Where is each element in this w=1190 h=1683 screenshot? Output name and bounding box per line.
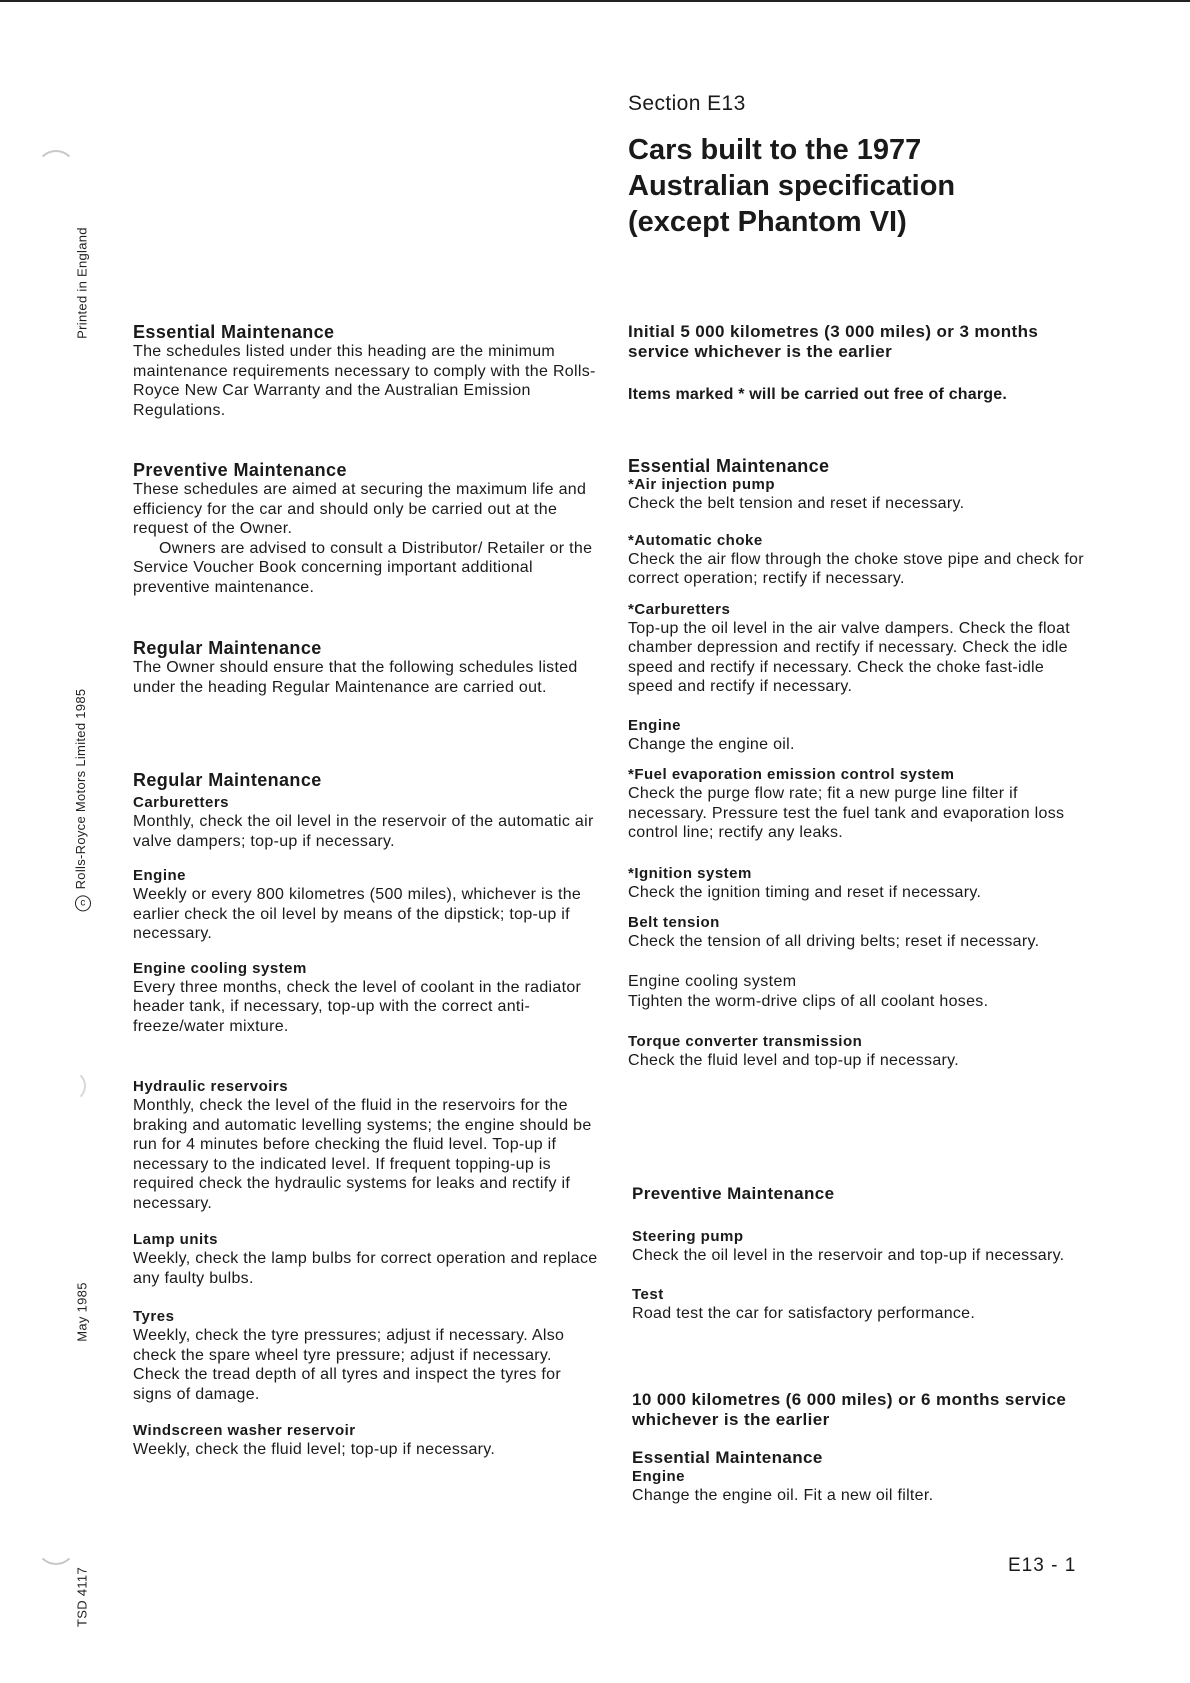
title-line-2: Australian specification bbox=[628, 170, 956, 202]
copyright-holder: Rolls-Royce Motors Limited 1985 bbox=[73, 688, 88, 890]
regular-maintenance-intro-text: The Owner should ensure that the following schedules listed under the heading Regular Maintenance are carried out. bbox=[133, 659, 578, 696]
page-number: E13 - 1 bbox=[1008, 1555, 1077, 1576]
10000-km-engine-text: Change the engine oil. Fit a new oil filter. bbox=[632, 1487, 934, 1504]
right-preventive-block bbox=[632, 1184, 1092, 1323]
belt-tension-text: Check the tension of all driving belts; reset if necessary. bbox=[628, 933, 1040, 950]
page-title bbox=[628, 132, 1148, 240]
hydraulic-reservoirs-heading: Hydraulic reservoirs bbox=[133, 1078, 289, 1095]
right-initial-block bbox=[628, 322, 1088, 404]
windscreen-washer-text: Weekly, check the fluid level; top-up if necessary. bbox=[133, 1441, 496, 1458]
fuel-evaporation-heading: *Fuel evaporation emission control system bbox=[628, 766, 955, 783]
engine-heading: Engine bbox=[133, 867, 187, 884]
10000-km-engine-heading: Engine bbox=[632, 1468, 686, 1485]
right-essential-block bbox=[628, 456, 1088, 1071]
essential-maintenance-heading: Essential Maintenance bbox=[133, 322, 335, 342]
date-text: May 1985 bbox=[74, 1282, 90, 1342]
right-engine-cooling-heading: Engine cooling system bbox=[628, 972, 797, 990]
document-reference: TSD 4117 bbox=[74, 1567, 90, 1627]
copyright-icon: c bbox=[75, 895, 91, 911]
steering-pump-heading: Steering pump bbox=[632, 1228, 744, 1245]
right-essential-heading: Essential Maintenance bbox=[628, 456, 830, 476]
right-preventive-heading: Preventive Maintenance bbox=[632, 1184, 835, 1203]
test-heading: Test bbox=[632, 1285, 664, 1303]
torque-converter-heading: Torque converter transmission bbox=[628, 1033, 863, 1050]
printed-in-england-text: Printed in England bbox=[74, 227, 90, 339]
fuel-evaporation-text: Check the purge flow rate; fit a new purge line filter if necessary. Pressure test the fuel tank and evaporation loss control line; rectify any leaks. bbox=[628, 785, 1065, 841]
preventive-maintenance-advice: Owners are advised to consult a Distributor/ Retailer or the Service Voucher Book concerning important additional preventive maintenance. bbox=[133, 539, 593, 596]
left-regular-intro-block bbox=[133, 638, 603, 697]
essential-maintenance-text: The schedules listed under this heading are the minimum maintenance requirements necessary to comply with the Rolls-Royce New Car Warranty and the Australian Emission Regulations. bbox=[133, 343, 596, 419]
steering-pump-text: Check the oil level in the reservoir and top-up if necessary. bbox=[632, 1247, 1065, 1264]
preventive-maintenance-text: These schedules are aimed at securing the maximum life and efficiency for the car and should only be carried out at the request of the Owner. bbox=[133, 481, 587, 537]
engine-cooling-heading: Engine cooling system bbox=[133, 959, 307, 977]
top-border-line bbox=[0, 0, 1190, 2]
windscreen-washer-heading: Windscreen washer reservoir bbox=[133, 1422, 356, 1439]
regular-maintenance-intro-heading: Regular Maintenance bbox=[133, 638, 322, 658]
free-of-charge-note: Items marked * will be carried out free of charge. bbox=[628, 386, 1008, 403]
right-10k-block bbox=[632, 1390, 1092, 1506]
carburetters-heading: Carburetters bbox=[133, 794, 230, 811]
tyres-heading: Tyres bbox=[133, 1308, 175, 1325]
lamp-units-heading: Lamp units bbox=[133, 1231, 219, 1248]
belt-tension-heading: Belt tension bbox=[628, 914, 720, 931]
test-text: Road test the car for satisfactory performance. bbox=[632, 1304, 976, 1322]
initial-service-heading: Initial 5 000 kilometres (3 000 miles) or 3 months service whichever is the earlier bbox=[628, 322, 1039, 361]
10000-km-essential-heading: Essential Maintenance bbox=[632, 1448, 823, 1467]
right-carburetters-heading: *Carburetters bbox=[628, 600, 731, 618]
left-essential-block bbox=[133, 322, 603, 420]
left-preventive-block bbox=[133, 460, 603, 597]
engine-cooling-text: Every three months, check the level of coolant in the radiator header tank, if necessary, top-up with the correct anti-freeze/water mixture. bbox=[133, 978, 582, 1035]
lamp-units-text: Weekly, check the lamp bulbs for correct operation and replace any faulty bulbs. bbox=[133, 1250, 598, 1287]
10000-km-service-heading: 10 000 kilometres (6 000 miles) or 6 months service whichever is the earlier bbox=[632, 1390, 1067, 1429]
air-injection-text: Check the belt tension and reset if necessary. bbox=[628, 495, 965, 512]
torque-converter-text: Check the fluid level and top-up if necessary. bbox=[628, 1052, 960, 1069]
regular-maintenance-heading: Regular Maintenance bbox=[133, 770, 322, 790]
automatic-choke-heading: *Automatic choke bbox=[628, 531, 763, 549]
ignition-system-heading: *Ignition system bbox=[628, 864, 752, 882]
title-line-3: (except Phantom VI) bbox=[628, 206, 907, 238]
ignition-system-text: Check the ignition timing and reset if necessary. bbox=[628, 883, 982, 901]
engine-text: Weekly or every 800 kilometres (500 miles), whichever is the earlier check the oil level by means of the dipstick; top-up if necessary. bbox=[133, 886, 582, 942]
punch-hole-mark-bottom bbox=[36, 1525, 76, 1565]
right-engine-text: Change the engine oil. bbox=[628, 735, 795, 753]
left-hydraulic-block bbox=[133, 1078, 603, 1460]
punch-hole-mark-top bbox=[36, 150, 76, 190]
right-engine-cooling-text: Tighten the worm-drive clips of all coolant hoses. bbox=[628, 992, 989, 1010]
punch-hole-mark-middle bbox=[54, 1070, 86, 1102]
preventive-maintenance-heading: Preventive Maintenance bbox=[133, 460, 347, 480]
section-label: Section E13 bbox=[628, 92, 746, 115]
automatic-choke-text: Check the air flow through the choke stove pipe and check for correct operation; rectify if necessary. bbox=[628, 550, 1084, 587]
hydraulic-reservoirs-text: Monthly, check the level of the fluid in the reservoirs for the braking and automatic levelling systems; the engine should be run for 4 minutes before checking the fluid level. Top-up if necessary to the indicated level. If frequent topping-up is required check the hydraulic systems for leaks and rectify if necessary. bbox=[133, 1097, 592, 1212]
left-regular-block bbox=[133, 770, 603, 1036]
air-injection-heading: *Air injection pump bbox=[628, 476, 776, 493]
carburetters-text: Monthly, check the oil level in the reservoir of the automatic air valve dampers; top-up if necessary. bbox=[133, 813, 594, 850]
title-line-1: Cars built to the 1977 bbox=[628, 134, 922, 166]
copyright-text bbox=[73, 689, 91, 912]
tyres-text: Weekly, check the tyre pressures; adjust if necessary. Also check the spare wheel tyre pressure; adjust if necessary. Check the tread depth of all tyres and inspect the tyres for signs of damage. bbox=[133, 1327, 565, 1403]
right-carburetters-text: Top-up the oil level in the air valve dampers. Check the float chamber depression and rectify if necessary. Check the idle speed and rectify if necessary. Check the choke fast-idle speed and rectify if necessary. bbox=[628, 619, 1070, 695]
right-engine-heading: Engine bbox=[628, 716, 682, 734]
